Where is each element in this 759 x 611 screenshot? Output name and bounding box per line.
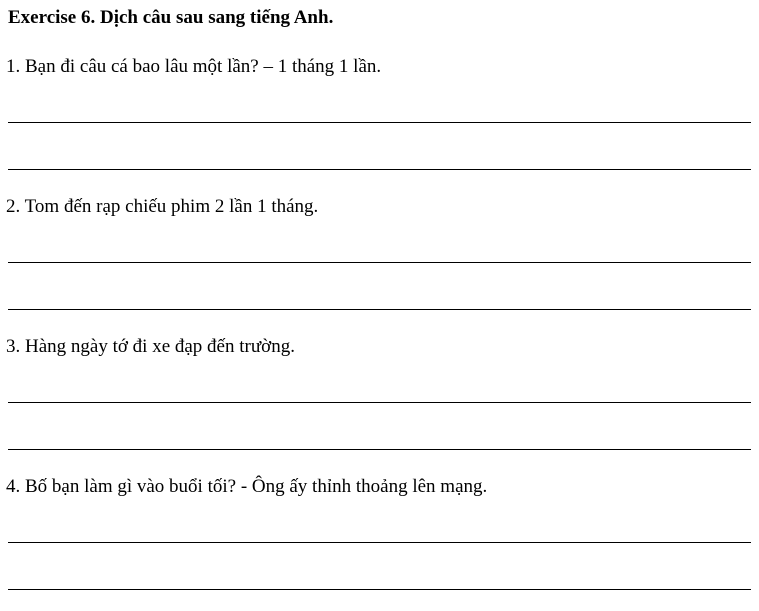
exercise-title: Exercise 6. Dịch câu sau sang tiếng Anh. (8, 7, 334, 28)
answer-line-4a[interactable] (8, 542, 751, 543)
question-3: 3. Hàng ngày tớ đi xe đạp đến trường. (6, 336, 295, 357)
question-2: 2. Tom đến rạp chiếu phim 2 lần 1 tháng. (6, 196, 319, 217)
question-1: 1. Bạn đi câu cá bao lâu một lần? – 1 tháng 1 lần. (6, 56, 382, 77)
answer-line-1b[interactable] (8, 169, 751, 170)
answer-line-4b[interactable] (8, 589, 751, 590)
answer-line-1a[interactable] (8, 122, 751, 123)
answer-line-2a[interactable] (8, 262, 751, 263)
answer-line-2b[interactable] (8, 309, 751, 310)
answer-line-3a[interactable] (8, 402, 751, 403)
answer-line-3b[interactable] (8, 449, 751, 450)
question-4: 4. Bố bạn làm gì vào buổi tối? - Ông ấy thỉnh thoảng lên mạng. (6, 476, 488, 497)
